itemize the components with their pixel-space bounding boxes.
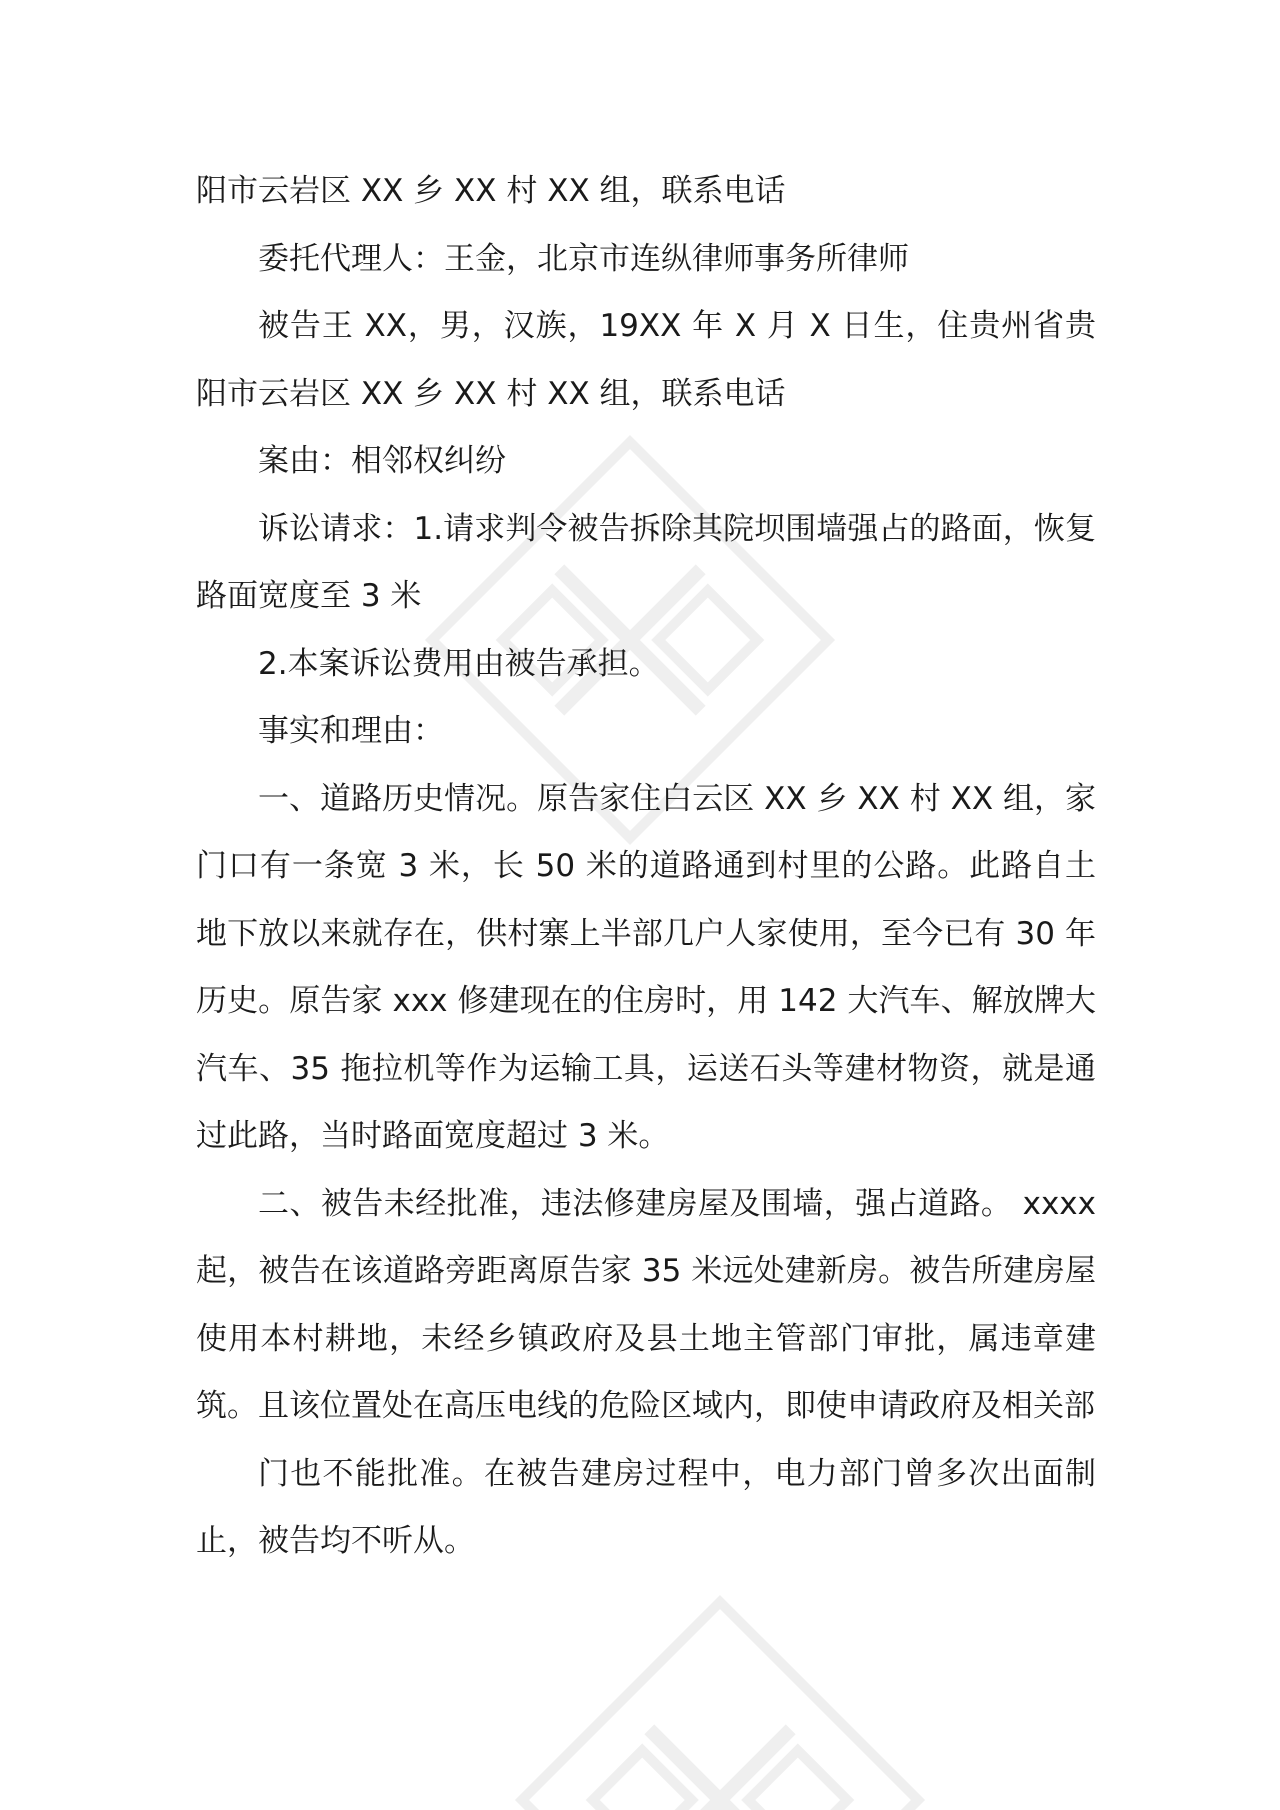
watermark-graphic <box>494 1574 947 1810</box>
paragraph-continuation: 门也不能批准。在被告建房过程中，电力部门曾多次出面制止，被告均不听从。 <box>196 1455 1096 1559</box>
paragraph-claim-2: 2.本案诉讼费用由被告承担。 <box>258 645 660 682</box>
paragraph-agent: 委托代理人：王金，北京市连纵律师事务所律师 <box>258 240 909 277</box>
paragraph-cause: 案由：相邻权纠纷 <box>258 443 506 479</box>
paragraph-claim-1: 诉讼请求：1.请求判令被告拆除其院坝围墙强占的路面，恢复路面宽度至 3 米 <box>196 510 1096 614</box>
watermark <box>494 1574 947 1810</box>
paragraph-facts-heading: 事实和理由： <box>258 713 444 749</box>
paragraph-defendant: 被告王 XX，男，汉族，19XX 年 X 月 X 日生，住贵州省贵阳市云岩区 XX 乡 XX 村 XX 组，联系电话 <box>196 308 1096 412</box>
paragraph-illegal-construction: 二、被告未经批准，违法修建房屋及围墙，强占道路。 xxxx 起，被告在该道路旁距离原告家 35 米远处建新房。被告所建房屋使用本村耕地，未经乡镇政府及县土地主管部门审批，属违章建筑。且该位置处在高压电线的危险区域内，即使申请政府及相关部 <box>196 1185 1106 1424</box>
document-body <box>196 158 1106 1576</box>
paragraph-plaintiff-address: 阳市云岩区 XX 乡 XX 村 XX 组，联系电话 <box>196 173 786 209</box>
paragraph-road-history: 一、道路历史情况。原告家住白云区 XX 乡 XX 村 XX 组，家门口有一条宽 3 米，长 50 米的道路通到村里的公路。此路自土地下放以来就存在，供村寨上半部几户人家使用，至今已有 30 年历史。原告家 xxx 修建现在的住房时，用 142 大汽车、解放牌大汽车、35 拖拉机等作为运输工具，运送石头等建材物资，就是通过此路，当时路面宽度超过 3 米。 <box>196 780 1096 1154</box>
